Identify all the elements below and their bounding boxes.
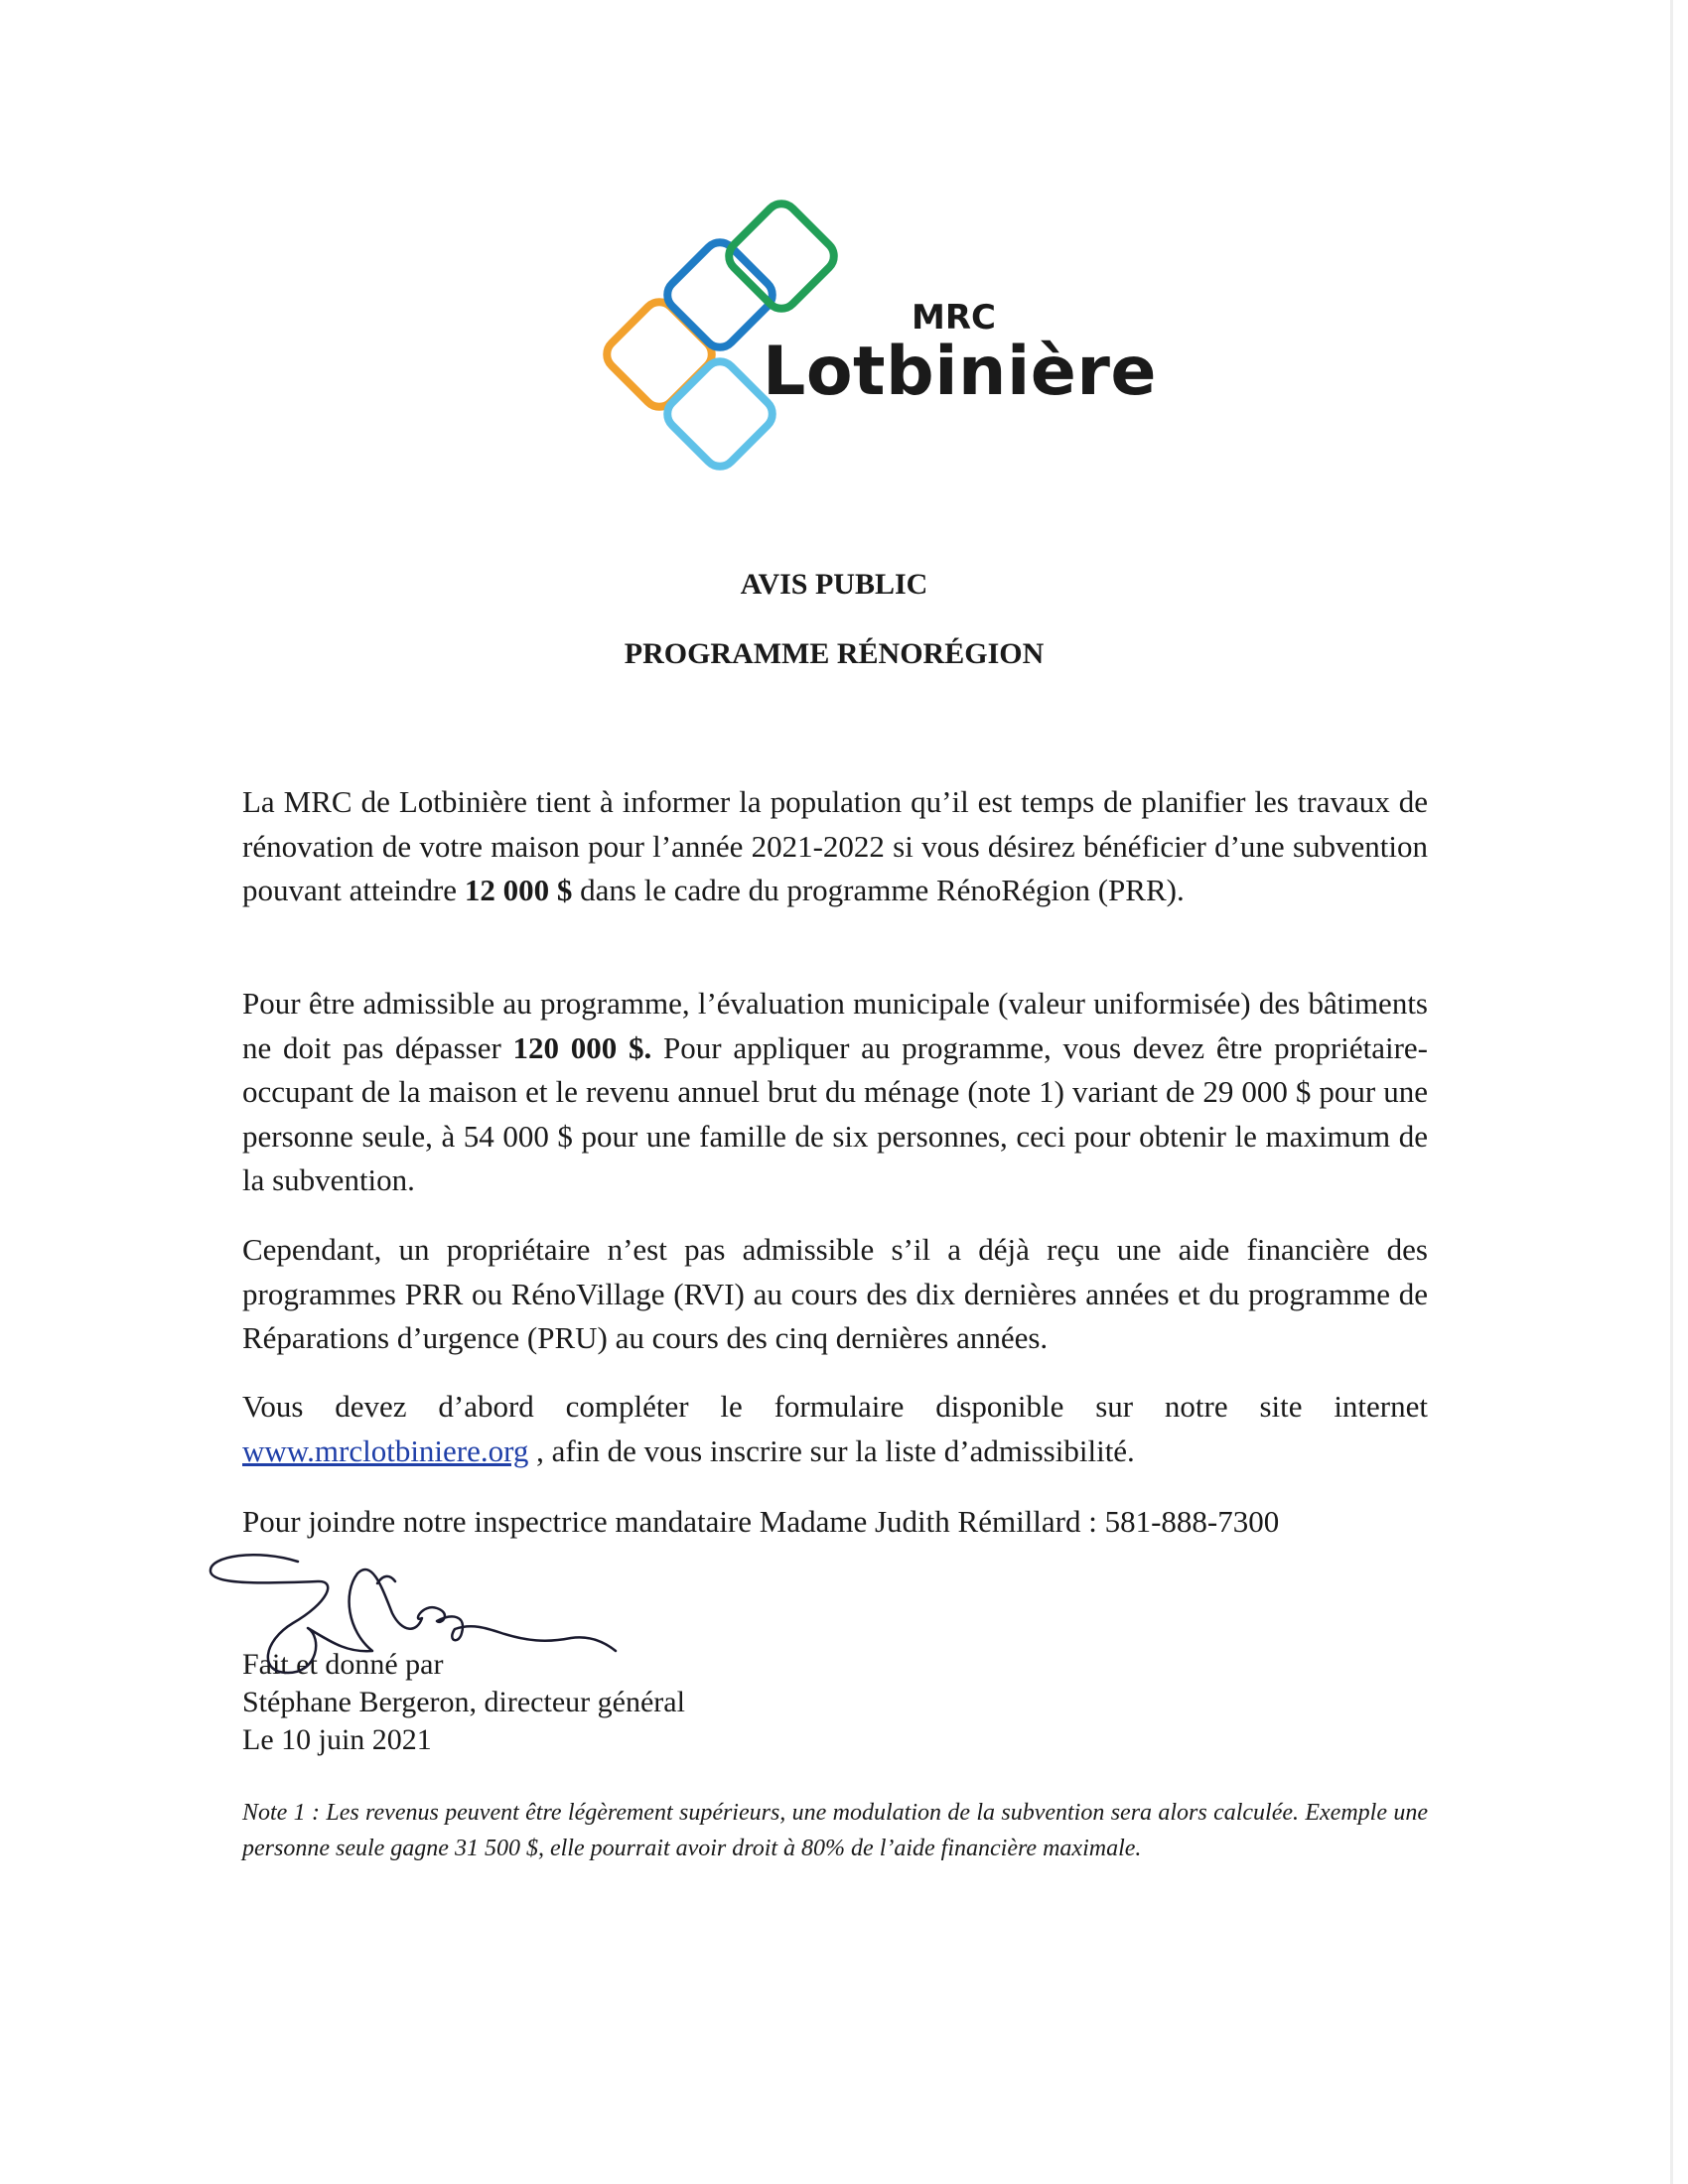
paragraph-eligibility xyxy=(242,982,1428,1203)
intro-text-end: dans le cadre du programme RénoRégion (PRR). xyxy=(572,873,1185,907)
logo-name-text: Lotbinière xyxy=(763,333,1158,411)
signoff-date: Le 10 juin 2021 xyxy=(242,1723,432,1756)
eligibility-text-end: Pour appliquer au programme, vous devez être propriétaire-occupant de la maison et le revenu annuel brut du ménage (note 1) variant de 29 000 $ pour une personne seule, à 54 000 $ pour une famille de six personnes, ceci pour obtenir le maximum de la subvention. xyxy=(242,1029,1428,1197)
paragraph-intro xyxy=(242,780,1428,913)
notice-title: AVIS PUBLIC xyxy=(740,568,928,601)
logo-mrc-text: MRC xyxy=(912,298,996,338)
signoff-line: Fait et donné par xyxy=(242,1648,444,1681)
subsidy-amount: 12 000 $ xyxy=(464,873,573,907)
footnote: Note 1 : Les revenus peuvent être légèrement supérieurs, une modulation de la subvention sera alors calculée. Exemple une personne seule gagne 31 500 $, elle pourrait avoir droit à 80% de l’aide financière maximale. xyxy=(242,1800,1428,1861)
mrc-logo xyxy=(531,199,1158,477)
eligibility-text: Pour être admissible au programme, l’évaluation municipale (valeur uniformisée) des bâtiments ne doit pas dépasser xyxy=(242,986,1428,1065)
handwritten-signature xyxy=(199,1534,635,1683)
signatory-name: Stéphane Bergeron, directeur général xyxy=(242,1686,685,1718)
max-valuation: 120 000 $. xyxy=(512,1029,652,1065)
page-edge-line xyxy=(1670,0,1673,2184)
intro-text: La MRC de Lotbinière tient à informer la population qu’il est temps de planifier les travaux de rénovation de votre maison pour l’année 2021-2022 si vous désirez bénéficier d’une subvention pouvant atteindre xyxy=(242,784,1428,907)
form-text: Vous devez d’abord compléter le formulaire disponible sur notre site internet xyxy=(242,1389,1428,1424)
website-link[interactable]: www.mrclotbiniere.org xyxy=(242,1433,529,1468)
program-title: PROGRAMME RÉNORÉGION xyxy=(624,637,1045,670)
paragraph-exclusion: Cependant, un propriétaire n’est pas admissible s’il a déjà reçu une aide financière des programmes PRR ou RénoVillage (RVI) au cours des dix dernières années et du programme de Réparations d’urgence (PRU) au cours des cinq dernières années. xyxy=(242,1232,1428,1355)
form-text-end: , afin de vous inscrire sur la liste d’admissibilité. xyxy=(528,1433,1135,1468)
paragraph-contact: Pour joindre notre inspectrice mandataire Madame Judith Rémillard : 581-888-7300 xyxy=(242,1504,1280,1539)
paragraph-form xyxy=(242,1385,1428,1473)
